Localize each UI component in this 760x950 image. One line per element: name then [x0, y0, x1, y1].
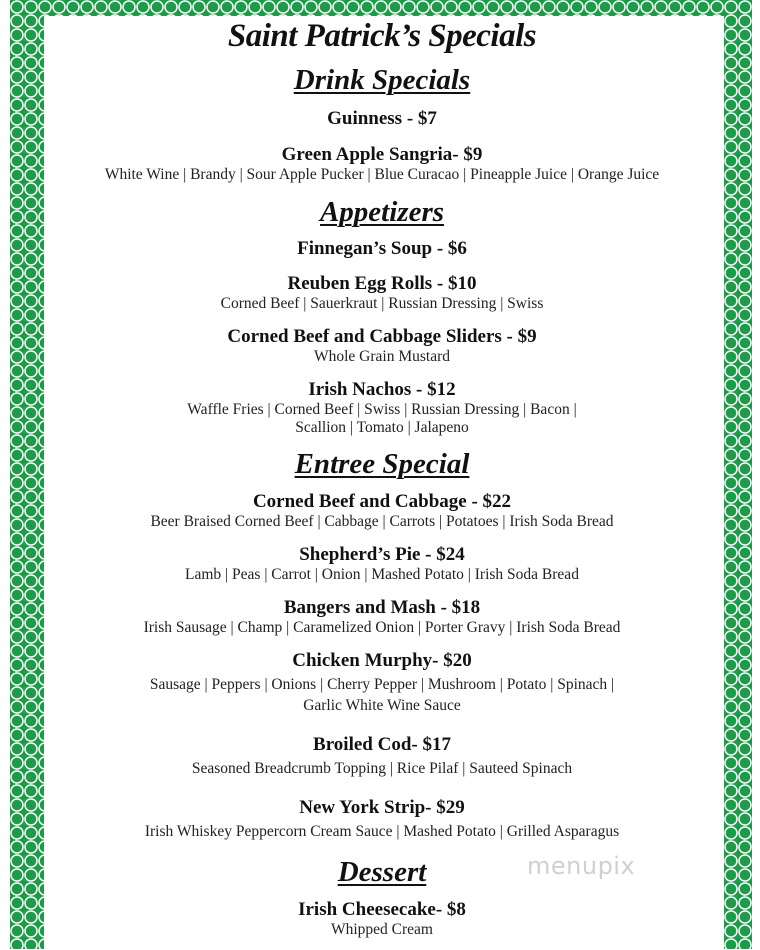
- section-heading-appetizers: Appetizers: [319, 196, 445, 228]
- menu-item-name: New York Strip- $29: [299, 797, 465, 818]
- menu-item-name: Guinness - $7: [327, 108, 437, 129]
- page-title: Saint Patrick’s Specials: [227, 18, 537, 54]
- menu-item-description: Lamb | Peas | Carrot | Onion | Mashed Potato | Irish Soda Bread: [185, 566, 579, 583]
- menu-item-description-continued: Garlic White Wine Sauce: [303, 697, 461, 714]
- menu-item-name: Finnegan’s Soup - $6: [297, 238, 467, 259]
- menu-item-name: Green Apple Sangria- $9: [281, 144, 483, 165]
- menu-item-name: Irish Nachos - $12: [308, 379, 456, 400]
- menu-content: [44, 0, 720, 949]
- menu-item-description: Beer Braised Corned Beef | Cabbage | Carrots | Potatoes | Irish Soda Bread: [150, 513, 614, 530]
- menu-item-name: Chicken Murphy- $20: [292, 650, 472, 671]
- menu-item-name: Reuben Egg Rolls - $10: [287, 273, 477, 294]
- menu-item-name: Bangers and Mash - $18: [283, 597, 481, 618]
- section-heading-drinks: Drink Specials: [293, 64, 471, 96]
- menu-item-description: Irish Whiskey Peppercorn Cream Sauce | Mashed Potato | Grilled Asparagus: [144, 823, 620, 840]
- menu-item-name: Corned Beef and Cabbage - $22: [252, 491, 512, 512]
- menu-item-description: Whipped Cream: [330, 921, 433, 938]
- menu-item-description: Seasoned Breadcrumb Topping | Rice Pilaf | Sauteed Spinach: [191, 760, 573, 777]
- menu-item-name: Corned Beef and Cabbage Sliders - $9: [227, 326, 537, 347]
- watermark-logo: menupix: [527, 852, 636, 880]
- menu-item-description: Sausage | Peppers | Onions | Cherry Pepper | Mushroom | Potato | Spinach |: [149, 676, 615, 693]
- menu-item-name: Shepherd’s Pie - $24: [299, 544, 465, 565]
- menu-item-description: Whole Grain Mustard: [313, 348, 451, 365]
- menu-item-name: Broiled Cod- $17: [313, 734, 451, 755]
- menu-item-description: White Wine | Brandy | Sour Apple Pucker | Blue Curacao | Pineapple Juice | Orange Juice: [104, 166, 660, 183]
- menu-item-description: Irish Sausage | Champ | Caramelized Onion | Porter Gravy | Irish Soda Bread: [143, 619, 621, 636]
- menu-item-description: Waffle Fries | Corned Beef | Swiss | Russian Dressing | Bacon |: [187, 401, 577, 418]
- menu-item-description-continued: Scallion | Tomato | Jalapeno: [295, 419, 469, 436]
- menu-item-name: Irish Cheesecake- $8: [298, 899, 466, 920]
- menu-item-description: Corned Beef | Sauerkraut | Russian Dressing | Swiss: [220, 295, 544, 312]
- section-heading-dessert: Dessert: [337, 856, 427, 888]
- section-heading-entree: Entree Special: [294, 448, 470, 480]
